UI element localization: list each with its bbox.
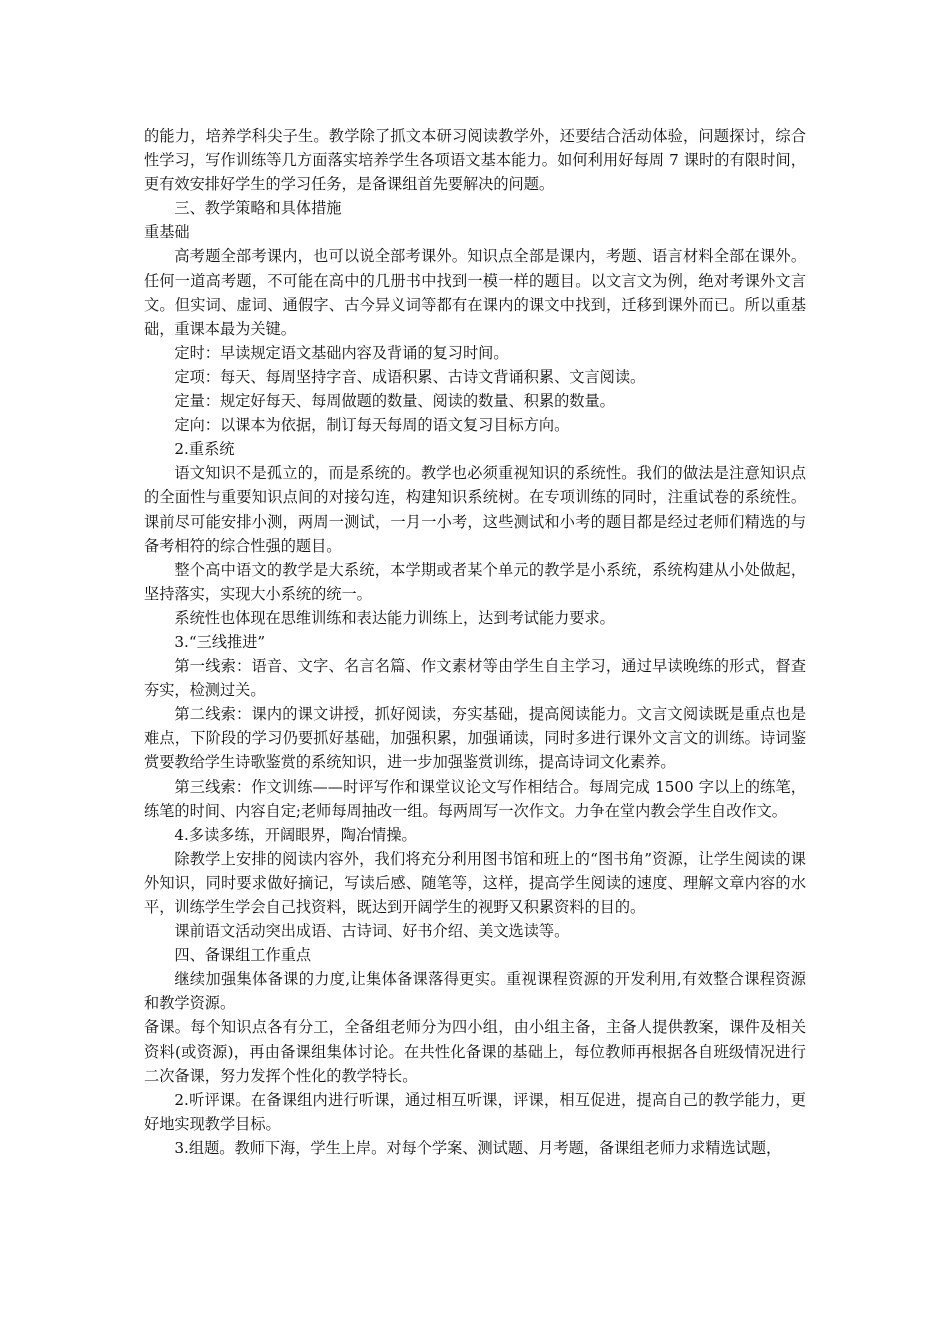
paragraph: 语文知识不是孤立的，而是系统的。教学也必须重视知识的系统性。我们的做法是注意知识点的全面性与重要知识点间的对接勾连，构建知识系统树。在专项训练的同时，注重试卷的系统性。课前尽可能安排小测，两周一测试，一月一小考，这些测试和小考的题目都是经过老师们精选的与备考相符的综合性强的题目。 <box>144 464 806 555</box>
document-body <box>144 124 806 1160</box>
paragraph: 第一线索：语音、文字、名言名篇、作文素材等由学生自主学习，通过早读晚练的形式，督查夯实，检测过关。 <box>144 657 806 700</box>
paragraph: 定项：每天、每周坚持字音、成语积累、古诗文背诵积累、文言阅读。 <box>174 367 646 386</box>
paragraph: 定时：早读规定语文基础内容及背诵的复习时间。 <box>174 343 509 362</box>
paragraph: 的能力，培养学科尖子生。教学除了抓文本研习阅读教学外，还要结合活动体验，问题探讨，综合性学习，写作训练等几方面落实培养学生各项语文基本能力。如何利用好每周 7 课时的有限时间，更有效安排好学生的学习任务，是备课组首先要解决的问题。 <box>144 127 806 194</box>
paragraph: 课前语文活动突出成语、古诗词、好书介绍、美文选读等。 <box>174 922 570 941</box>
subsection-heading: 3.“三线推进” <box>174 632 266 651</box>
paragraph: 2.听评课。在备课组内进行听课，通过相互听课，评课，相互促进，提高自己的教学能力，更好地实现教学目标。 <box>144 1090 806 1133</box>
subsection-heading: 2.重系统 <box>174 440 235 459</box>
section-heading: 四、备课组工作重点 <box>174 946 312 965</box>
paragraph: 继续加强集体备课的力度,让集体备课落得更实。重视课程资源的开发利用,有效整合课程资源和教学资源。 <box>144 970 806 1013</box>
subsection-heading: 重基础 <box>144 223 190 242</box>
section-heading: 三、教学策略和具体措施 <box>174 199 342 218</box>
paragraph: 第二线索：课内的课文讲授，抓好阅读，夯实基础，提高阅读能力。文言文阅读既是重点也是难点，下阶段的学习仍要抓好基础，加强积累，加强诵读，同时多进行课外文言文的训练。诗词鉴赏要教给学生诗歌鉴赏的系统知识，进一步加强鉴赏训练，提高诗词文化素养。 <box>144 705 806 772</box>
subsection-heading: 4.多读多练，开阔眼界，陶冶情操。 <box>174 825 417 844</box>
paragraph: 系统性也体现在思维训练和表达能力训练上，达到考试能力要求。 <box>174 608 615 627</box>
paragraph: 3.组题。教师下海，学生上岸。对每个学案、测试题、月考题，备课组老师力求精选试题， <box>174 1138 782 1157</box>
paragraph: 备课。每个知识点各有分工，全备组老师分为四小组，由小组主备，主备人提供教案，课件及相关资料(或资源)，再由备课组集体讨论。在共性化备课的基础上，每位教师再根据各自班级情况进行二次备课，努力发挥个性化的教学特长。 <box>144 1018 806 1085</box>
paragraph: 高考题全部考课内，也可以说全部考课外。知识点全部是课内，考题、语言材料全部在课外。任何一道高考题，不可能在高中的几册书中找到一模一样的题目。以文言文为例，绝对考课外文言文。但实词、虚词、通假字、古今异义词等都有在课内的课文中找到，迁移到课外而已。所以重基础，重课本最为关键。 <box>144 247 806 338</box>
paragraph: 定量：规定好每天、每周做题的数量、阅读的数量、积累的数量。 <box>174 392 615 411</box>
paragraph: 整个高中语文的教学是大系统，本学期或者某个单元的教学是小系统，系统构建从小处做起，坚持落实，实现大小系统的统一。 <box>144 560 806 603</box>
paragraph: 第三线索：作文训练——时评写作和课堂议论文写作相结合。每周完成 1500 字以上的练笔，练笔的时间、内容自定;老师每周抽改一组。每两周写一次作文。力争在堂内教会学生自改作文。 <box>144 777 806 820</box>
paragraph: 定向：以课本为依据，制订每天每周的语文复习目标方向。 <box>174 416 570 435</box>
paragraph: 除教学上安排的阅读内容外，我们将充分利用图书馆和班上的“图书角”资源，让学生阅读的课外知识，同时要求做好摘记，写读后感、随笔等，这样，提高学生阅读的速度、理解文章内容的水平，训练学生学会自己找资料，既达到开阔学生的视野又积累资料的目的。 <box>144 849 806 916</box>
